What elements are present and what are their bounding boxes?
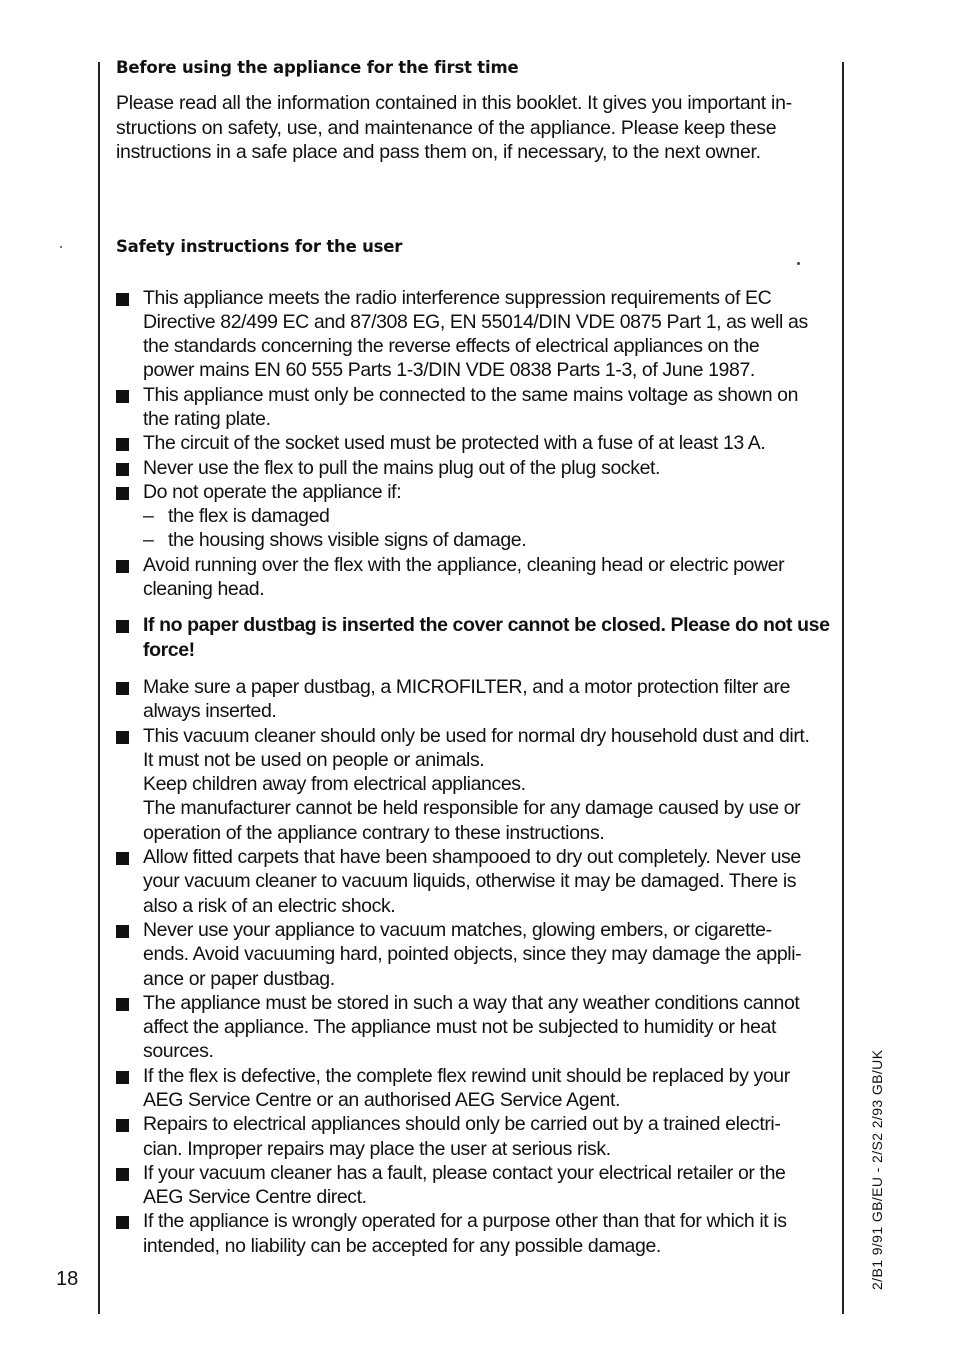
square-bullet-icon (116, 998, 129, 1011)
square-bullet-icon (116, 1216, 129, 1229)
item-line: AEG Service Centre or an authorised AEG Service Agent. (143, 1089, 620, 1111)
item-line: The manufacturer cannot be held responsible for any damage caused by use or (143, 797, 801, 820)
square-bullet-icon (116, 293, 129, 306)
sub-item-text: the flex is damaged (168, 505, 330, 528)
item-line: Make sure a paper dustbag, a MICROFILTER, and a motor protection filter are (143, 675, 791, 698)
square-bullet-icon (116, 620, 129, 633)
list-item (116, 1112, 832, 1161)
list-item (116, 456, 832, 480)
item-line: always inserted. (143, 700, 277, 723)
list-item (116, 1209, 832, 1258)
item-line: the rating plate. (143, 407, 271, 430)
list-item (116, 1064, 832, 1113)
item-line: If the flex is defective, the complete flex rewind unit should be replaced by your (143, 1064, 790, 1087)
item-line: If your vacuum cleaner has a fault, please contact your electrical retailer or the (143, 1161, 786, 1184)
item-line: intended, no liability can be accepted for any possible damage. (143, 1234, 661, 1257)
section-heading-safety: Safety instructions for the user (116, 236, 403, 256)
list-item (116, 724, 832, 845)
list-item (116, 845, 832, 918)
item-line: Avoid running over the flex with the appliance, cleaning head or electric power (143, 553, 785, 576)
item-line: Directive 82/499 EC and 87/308 EG, EN 55014/DIN VDE 0875 Part 1, as well as (143, 310, 808, 333)
sub-item-text: the housing shows visible signs of damage. (168, 529, 527, 552)
document-code-vertical: 2/B1 9/91 GB/EU - 2/S2 2/93 GB/UK (869, 1049, 885, 1290)
item-line: your vacuum cleaner to vacuum liquids, otherwise it may be damaged. There is (143, 870, 797, 893)
list-item (116, 480, 832, 553)
item-line: This appliance meets the radio interference suppression requirements of EC (143, 286, 772, 309)
square-bullet-icon (116, 1071, 129, 1084)
right-margin-rule (842, 62, 844, 1314)
item-line: ance or paper dustbag. (143, 967, 335, 990)
list-item (116, 1161, 832, 1210)
item-line: operation of the appliance contrary to these instructions. (143, 821, 605, 844)
item-line: Never use the flex to pull the mains plug out of the plug socket. (143, 456, 661, 479)
square-bullet-icon (116, 1168, 129, 1181)
list-item (116, 383, 832, 432)
item-line: This appliance must only be connected to the same mains voltage as shown on (143, 383, 799, 406)
square-bullet-icon (116, 487, 129, 500)
scan-speck (60, 246, 62, 248)
item-line: sources. (143, 1040, 214, 1063)
square-bullet-icon (116, 463, 129, 476)
sub-list (143, 504, 832, 553)
square-bullet-icon (116, 390, 129, 403)
left-margin-rule (98, 62, 100, 1314)
item-line: Keep children away from electrical appliances. (143, 773, 526, 796)
list-item (116, 553, 832, 602)
list-item (116, 991, 832, 1064)
page-number: 18 (56, 1268, 79, 1290)
safety-instructions-list (116, 286, 832, 1259)
dash-marker: – (143, 529, 154, 552)
item-line: This vacuum cleaner should only be used for normal dry household dust and dirt. (143, 724, 810, 747)
intro-line: instructions in a safe place and pass them on, if necessary, to the next owner. (116, 141, 761, 163)
item-line: Allow fitted carpets that have been shampooed to dry out completely. Never use (143, 846, 801, 869)
item-line: If the appliance is wrongly operated for a purpose other than that for which it is (143, 1210, 787, 1233)
item-line: If no paper dustbag is inserted the cover cannot be closed. Please do not use (143, 614, 830, 637)
sub-list-item (143, 528, 832, 552)
item-line: power mains EN 60 555 Parts 1-3/DIN VDE 0838 Parts 1-3, of June 1987. (143, 359, 755, 382)
intro-line: structions on safety, use, and maintenance of the appliance. Please keep these (116, 116, 777, 139)
item-line: the standards concerning the reverse effects of electrical appliances on the (143, 335, 760, 358)
square-bullet-icon (116, 438, 129, 451)
square-bullet-icon (116, 682, 129, 695)
item-line: cleaning head. (143, 578, 265, 601)
item-line: ends. Avoid vacuuming hard, pointed objects, since they may damage the appli- (143, 943, 802, 966)
item-line: affect the appliance. The appliance must not be subjected to humidity or heat (143, 1016, 776, 1039)
square-bullet-icon (116, 731, 129, 744)
item-line: Repairs to electrical appliances should only be carried out by a trained electri- (143, 1113, 781, 1136)
sub-list-item (143, 504, 832, 528)
item-line: The appliance must be stored in such a way that any weather conditions cannot (143, 991, 800, 1014)
square-bullet-icon (116, 925, 129, 938)
section-heading-first-use: Before using the appliance for the first time (116, 58, 519, 77)
intro-line: Please read all the information contained in this booklet. It gives you important in- (116, 92, 792, 114)
square-bullet-icon (116, 852, 129, 865)
dash-marker: – (143, 505, 154, 528)
item-line: cian. Improper repairs may place the user at serious risk. (143, 1137, 611, 1160)
item-line: force! (143, 638, 195, 661)
list-item (116, 675, 832, 724)
item-line: Do not operate the appliance if: (143, 480, 402, 503)
list-item (116, 431, 832, 455)
item-line: also a risk of an electric shock. (143, 894, 396, 917)
item-line: Never use your appliance to vacuum matches, glowing embers, or cigarette- (143, 918, 772, 941)
item-line: The circuit of the socket used must be protected with a fuse of at least 13 A. (143, 432, 766, 455)
item-line: AEG Service Centre direct. (143, 1186, 367, 1209)
list-item (116, 286, 832, 383)
list-item-warning (116, 613, 832, 662)
list-item (116, 918, 832, 991)
page-content (116, 58, 832, 1258)
square-bullet-icon (116, 1119, 129, 1132)
square-bullet-icon (116, 560, 129, 573)
item-line: It must not be used on people or animals. (143, 748, 485, 771)
scan-speck (797, 262, 800, 265)
intro-paragraph (116, 91, 832, 165)
